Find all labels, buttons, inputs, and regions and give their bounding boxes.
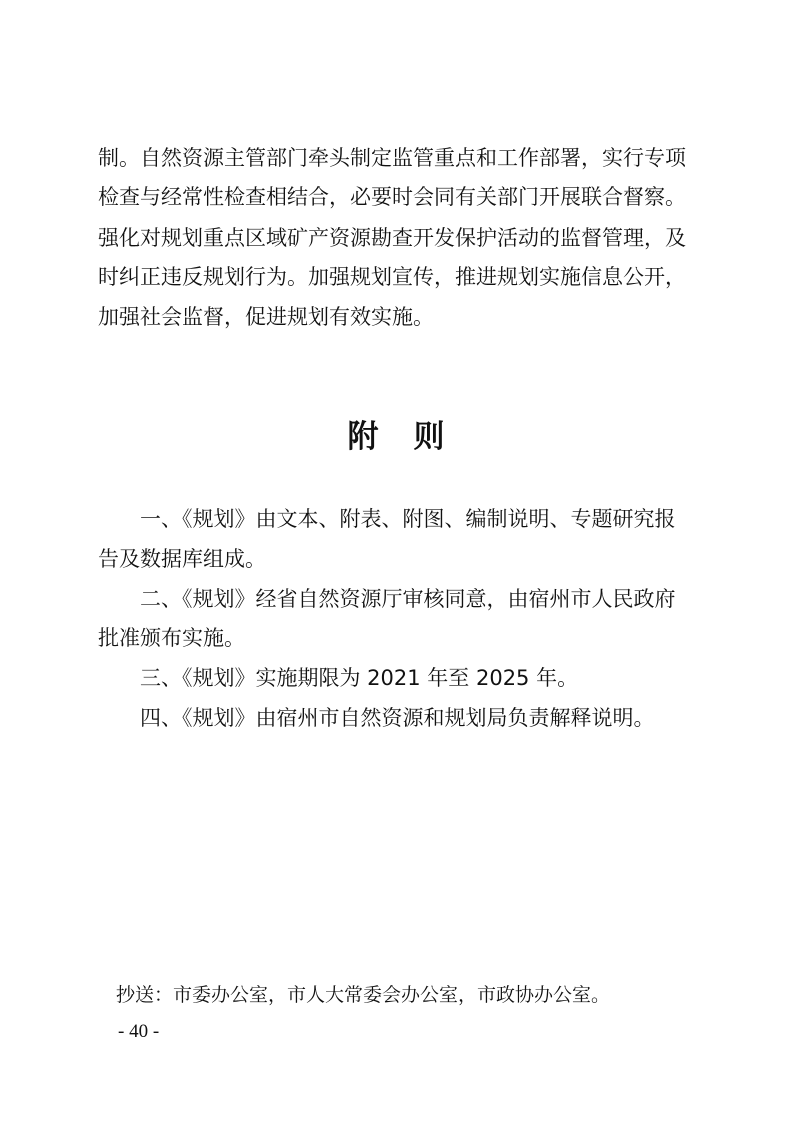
body-paragraph-line: 检查与经常性检查相结合，必要时会同有关部门开展联合督察。 xyxy=(98,185,686,209)
body-paragraph-line: 时纠正违反规划行为。加强规划宣传，推进规划实施信息公开， xyxy=(98,265,686,289)
appendix-item-line: 二、《规划》经省自然资源厅审核同意，由宿州市人民政府 xyxy=(140,587,676,611)
body-paragraph-line: 制。自然资源主管部门牵头制定监管重点和工作部署，实行专项 xyxy=(98,146,686,170)
section-heading-char-2: 则 xyxy=(413,419,446,455)
section-heading xyxy=(0,418,793,456)
appendix-item-line: 一、《规划》由文本、附表、附图、编制说明、专题研究报 xyxy=(140,507,676,531)
page-number: - 40 - xyxy=(118,1021,160,1042)
body-paragraph-line: 加强社会监督，促进规划有效实施。 xyxy=(98,305,434,329)
appendix-item-line: 四、《规划》由宿州市自然资源和规划局负责解释说明。 xyxy=(140,706,655,730)
section-heading-char-1: 附 xyxy=(347,419,380,455)
appendix-item-line: 批准颁布实施。 xyxy=(98,626,245,650)
body-paragraph-line: 强化对规划重点区域矿产资源勘查开发保护活动的监督管理，及 xyxy=(98,226,686,250)
cc-recipients: 抄送：市委办公室，市人大常委会办公室，市政协办公室。 xyxy=(116,984,611,1006)
appendix-item-line: 告及数据库组成。 xyxy=(98,547,266,571)
appendix-item-line: 三、《规划》实施期限为 2021 年至 2025 年。 xyxy=(140,666,579,690)
